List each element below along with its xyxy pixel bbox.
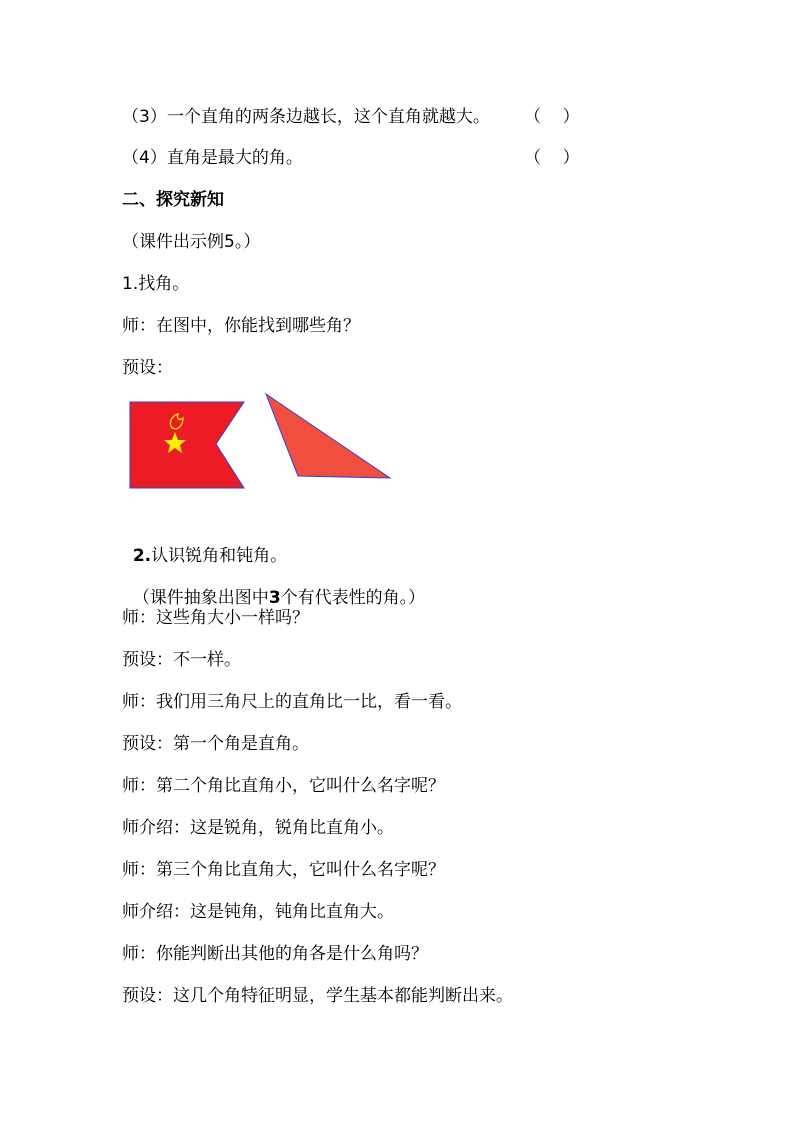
dialogue-line: 预设：这几个角特征明显，学生基本都能判断出来。 bbox=[122, 986, 513, 1006]
dialogue-line: 师：你能判断出其他的角各是什么角吗？ bbox=[122, 944, 428, 964]
preset-label: 预设： bbox=[122, 358, 173, 378]
courseware-note: （课件出示例5。） bbox=[122, 232, 261, 252]
dialogue-line: 师介绍：这是锐角，锐角比直角小。 bbox=[122, 818, 394, 838]
flag-shape bbox=[130, 402, 244, 488]
courseware-note-2-after: 个有代表性的角。） bbox=[280, 588, 426, 608]
step-2-number: 2. bbox=[132, 546, 152, 566]
dialogue-line: 预设：不一样。 bbox=[122, 650, 241, 670]
dialogue-line: 师：这些角大小一样吗？ bbox=[122, 608, 309, 628]
dialogue-line: 师：第二个角比直角小，它叫什么名字呢？ bbox=[122, 776, 445, 796]
teacher-question-1: 师：在图中，你能找到哪些角？ bbox=[122, 316, 360, 336]
question-3-answer-blank[interactable]: （ ） bbox=[524, 107, 580, 127]
question-4: （4）直角是最大的角。 bbox=[122, 148, 303, 168]
dialogue-line: 师：第三个角比直角大，它叫什么名字呢？ bbox=[122, 860, 445, 880]
question-4-answer-blank[interactable]: （ ） bbox=[524, 148, 580, 168]
step-2-text: 认识锐角和钝角。 bbox=[151, 546, 288, 566]
courseware-note-2 bbox=[122, 565, 425, 609]
dialogue-line: 预设：第一个角是直角。 bbox=[122, 734, 309, 754]
obtuse-triangle-shape bbox=[266, 394, 390, 478]
question-3: （3）一个直角的两条边越长，这个直角就越大。 bbox=[122, 107, 490, 127]
step-2-title bbox=[122, 523, 287, 567]
section-heading: 二、探究新知 bbox=[122, 190, 224, 210]
courseware-note-2-number: 3 bbox=[268, 588, 281, 608]
dialogue-line: 师介绍：这是钝角，钝角比直角大。 bbox=[122, 902, 394, 922]
courseware-note-2-before: （课件抽象出图中 bbox=[132, 588, 269, 608]
dialogue-line: 师：我们用三角尺上的直角比一比，看一看。 bbox=[122, 692, 462, 712]
angle-figure bbox=[128, 392, 398, 492]
step-1-title: 1.找角。 bbox=[122, 274, 190, 294]
